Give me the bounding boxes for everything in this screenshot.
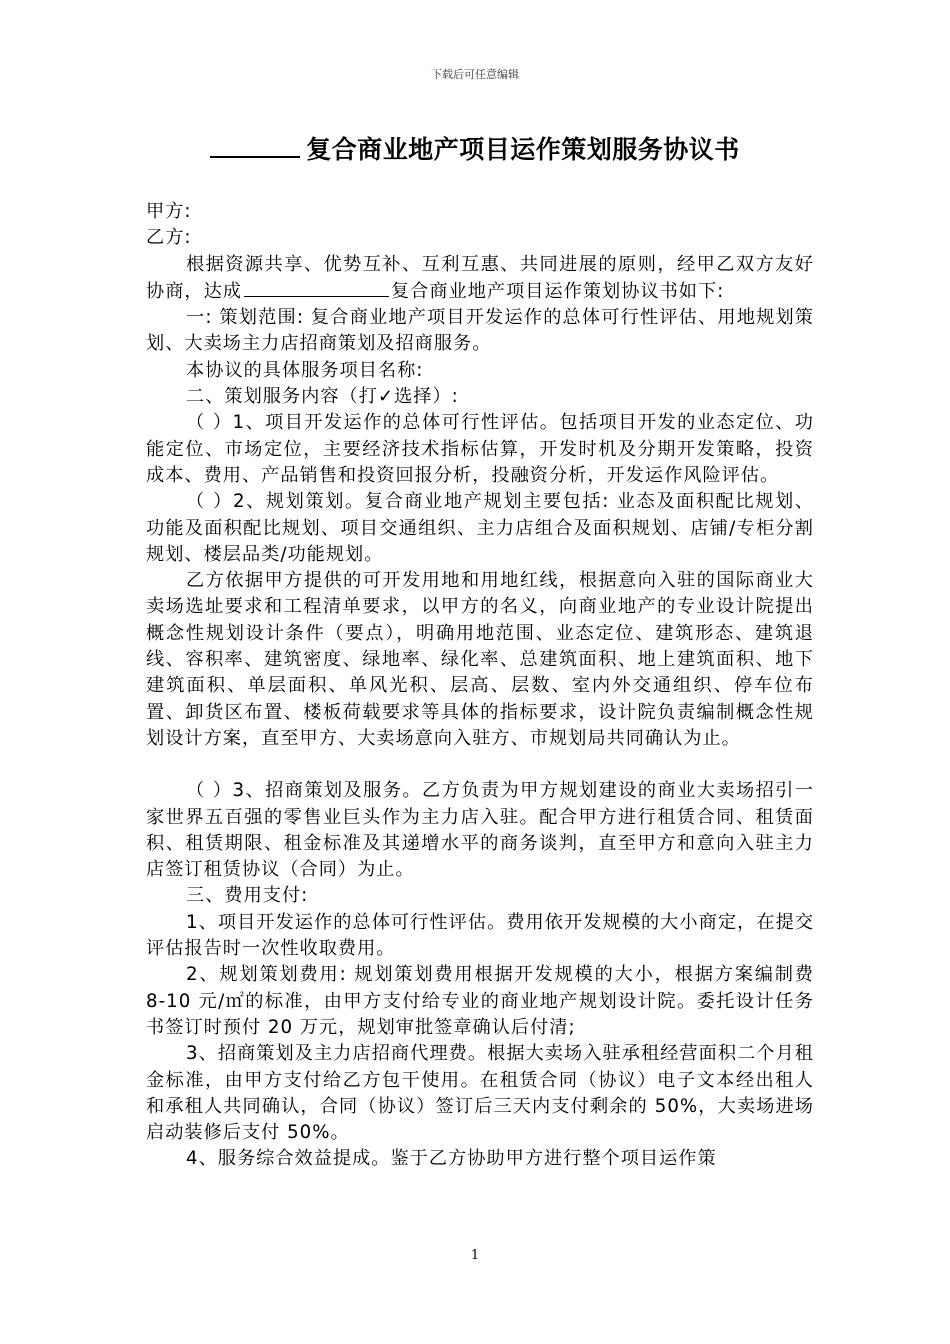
paragraph: 二、策划服务内容（打✓选择）: [186,386,459,408]
title-text: 复合商业地产项目运作策划服务协议书 [306,135,740,164]
document-body [146,199,814,1173]
party-a-line: 甲方: [146,201,192,222]
paragraph: 乙方依据甲方提供的可开发用地和用地红线，根据意向入驻的国际商业大卖场选址要求和工程清单要求，以甲方的名义，向商业地产的专业设计院提出概念性规划设计条件（要点），明确用地范围、业态定位、建筑形态、建筑退线、容积率、建筑密度、绿地率、绿化率、总建筑面积、地上建筑面积、地下建筑面积、单层面积、单风光积、层高、层数、室内外交通组织、停车位布置、卸货区布置、楼板荷载要求等具体的指标要求，设计院负责编制概念性规划设计方案，直至甲方、大卖场意向入驻方、市规划局共同确认为止。 [146,570,814,749]
paragraph: 一: 策划范围: 复合商业地产项目开发运作的总体可行性评估、用地规划策划、大卖场主力店招商策划及招商服务。 [146,307,814,355]
paragraph: （ ）3、招商策划及服务。乙方负责为甲方规划建设的商业大卖场招引一家世界五百强的零售业巨头作为主力店入驻。配合甲方进行租赁合同、租赁面积、租赁期限、租金标准及其递增水平的商务谈判，直至甲方和意向入驻主力店签订租赁协议（合同）为止。 [146,780,814,881]
paragraph: 3、招商策划及主力店招商代理费。根据大卖场入驻承租经营面积二个月租金标准，由甲方支付给乙方包干使用。在租赁合同（协议）电子文本经出租人和承租人共同确认，合同（协议）签订后三天内支付剩余的 50%，大卖场进场启动装修后支付 50%。 [146,1043,814,1144]
paragraph: （ ）1、项目开发运作的总体可行性评估。包括项目开发的业态定位、功能定位、市场定位，主要经济技术指标估算，开发时机及分期开发策略，投资成本、费用、产品销售和投资回报分析，投融资分析，开发运作风险评估。 [146,412,814,486]
paragraph: （ ）2、规划策划。复合商业地产规划主要包括: 业态及面积配比规划、功能及面积配比规划、项目交通组织、主力店组合及面积规划、店铺/专柜分割规划、楼层品类/功能规划。 [146,491,814,565]
paragraph: 1、项目开发运作的总体可行性评估。费用依开发规模的大小商定，在提交评估报告时一次性收取费用。 [146,911,814,960]
intro-paragraph [146,252,814,306]
paragraph: 三、费用支付: [186,885,309,907]
intro-text-before: 根据资源共享、优势互补、互利互惠、共同进展的原则，经甲乙双方友好协商，达成 [146,253,814,302]
project-name-blank [244,278,389,297]
paragraph: 本协议的具体服务项目名称: [186,359,424,381]
paragraph-gap [146,752,814,778]
intro-text-after: 复合商业地产项目运作策划协议书如下: [390,280,725,302]
page-header: 下载后可任意编辑 [431,68,519,81]
paragraph: 4、服务综合效益提成。鉴于乙方协助甲方进行整个项目运作策 [186,1148,717,1170]
page-number: 1 [470,1248,480,1263]
paragraph: 2、规划策划费用: 规划策划费用根据开发规模的大小，根据方案编制费 8-10 元/㎡的标准，由甲方支付给专业的商业地产规划设计院。委托设计任务书签订时预付 20 万元，规划审批签章确认后付清; [146,964,814,1038]
title-blank-line [210,134,300,158]
party-b-line: 乙方: [146,227,192,249]
document-title [0,130,950,166]
